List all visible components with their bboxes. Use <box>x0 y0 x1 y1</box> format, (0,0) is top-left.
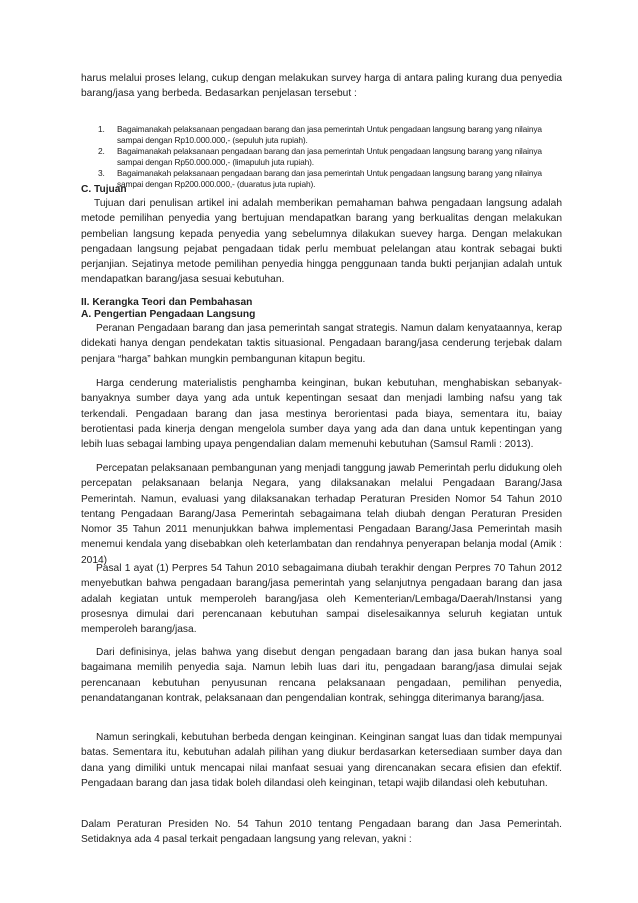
list-number: 3. <box>98 168 105 178</box>
paragraph-peranan: Peranan Pengadaan barang dan jasa pemerintah sangat strategis. Namun dalam kenyataannya, kerap didekati hanya dengan pendekatan taktis situasional. Pengadaan barang/jasa cenderung terjebak dalam penjara “harga” bahkan mungkin pembangunan kitapun begitu. <box>81 323 562 365</box>
paragraph-harga: Harga cenderung materialistis penghamba keinginan, bukan kebutuhan, menghabiskan sebanyak-banyaknya sumber daya yang ada untuk kepentingan sesaat dan menjadi lambing nafsu yang tak terkendali. Pengadaan barang dan jasa mestinya berorientasi pada biaya, sementara itu, baiay berotientasi pada kinerja dengan mengelola sumber daya yang ada dan dana untuk kepentingan yang lebih luas sebagai lambing upaya pengendalian dalam memenuhi kebutuhan (Samsul Ramli : 2013). <box>81 378 562 451</box>
intro-paragraph: harus melalui proses lelang, cukup dengan melakukan survey harga di antara paling kurang dua penyedia barang/jasa yang berbeda. Bedasarkan penjelasan tersebut : <box>81 73 562 100</box>
paragraph-pasal: Pasal 1 ayat (1) Perpres 54 Tahun 2010 sebagaimana diubah terakhir dengan Perpres 70 Tahun 2012 menyebutkan bahwa pengadaan barang/jasa pemerintah yang selanjutnya pengadaan barang dan jasa adalah kegiatan untuk memperoleh barang/jasa oleh Kementerian/Lembaga/Daerah/Instansi yang prosesnya dimulai dari perencanaan kebutuhan sampai diselesaikannya seluruh kegiatan untuk memperoleh barang/jasa. <box>81 563 562 636</box>
list-number: 1. <box>98 124 105 134</box>
section-c-paragraph: Tujuan dari penulisan artikel ini adalah memberikan pemahaman bahwa pengadaan langsung adalah metode pemilihan penyedia yang bertujuan mendapatkan barang yang berkualitas dengan melakukan pembelian langsung kepada penyedia yang sebelumnya dilakukan suevey harga. Dengan melakukan pengadaan langsung pejabat pengadaan tidak perlu membuat pelelangan atau kontrak sebagai bukti perjanjian. Sejatinya metode pemilihan penyedia hingga penggunaan tanda bukti perjanjian adalah untuk mendapatkan barang/jasa sesuai kebutuhan. <box>81 198 562 286</box>
list-item <box>81 146 562 168</box>
list-text: Bagaimanakah pelaksanaan pengadaan barang dan jasa pemerintah Untuk pengadaan langsung barang yang nilainya sampai dengan Rp10.000.000,- (sepuluh juta rupiah). <box>117 124 542 145</box>
section-ii-heading: II. Kerangka Teori dan Pembahasan <box>81 297 253 308</box>
question-list <box>81 124 562 190</box>
paragraph-percepatan: Percepatan pelaksanaan pembangunan yang menjadi tanggung jawab Pemerintah perlu didukung oleh percepatan pelaksanaan belanja Negara, yang dilaksanakan melalui Pengadaan Barang/Jasa Pemerintah. Namun, evaluasi yang dilaksanakan terhadap Peraturan Presiden Nomor 54 Tahun 2010 tentang Pengadaan Barang/Jasa Pemerintah sebagaimana telah diubah dengan Peraturan Presiden Nomor 35 Tahun 2011 menunjukkan bahwa implementasi Pengadaan Barang/Jasa Pemerintah masih menemui kendala yang disebabkan oleh keterlambatan dan rendahnya penyerapan belanja modal (Amik : 2014) <box>81 463 562 566</box>
paragraph-definisi: Dari definisinya, jelas bahwa yang disebut dengan pengadaan barang dan jasa bukan hanya soal bagaimana memilih penyedia saja. Namun lebih luas dari itu, pengadaan barang/jasa dimulai sejak perencanaan kebutuhan penyusunan rencana pelaksanaan pengadaan, pemilihan penyedia, penandatanganan kontrak, pelaksanaan dan pengendalian kontrak, sehingga diterimanya barang/jasa. <box>81 647 562 704</box>
list-item <box>81 124 562 146</box>
paragraph-kebutuhan: Namun seringkali, kebutuhan berbeda dengan keinginan. Keinginan sangat luas dan tidak mempunyai batas. Sementara itu, kebutuhan adalah pilihan yang diukur berdasarkan ketersediaan sumber daya dan dana yang dimiliki untuk mencapai nilai manfaat sesuai yang direncanakan secara efisien dan efektif. Pengadaan barang dan jasa tidak boleh dilandasi oleh keinginan, tetapi wajib dilandasi oleh kebutuhan. <box>81 732 562 789</box>
paragraph-peraturan: Dalam Peraturan Presiden No. 54 Tahun 2010 tentang Pengadaan barang dan Jasa Pemerintah. Setidaknya ada 4 pasal terkait pengadaan langsung yang relevan, yakni : <box>81 819 562 846</box>
list-number: 2. <box>98 146 105 156</box>
list-text: Bagaimanakah pelaksanaan pengadaan barang dan jasa pemerintah Untuk pengadaan langsung barang yang nilainya sampai dengan Rp200.000.000,- (duaratus juta rupiah). <box>117 168 542 189</box>
list-item <box>81 168 562 190</box>
section-c-heading: C. Tujuan <box>81 184 127 195</box>
section-a-subheading: A. Pengertian Pengadaan Langsung <box>81 309 256 320</box>
list-text: Bagaimanakah pelaksanaan pengadaan barang dan jasa pemerintah Untuk pengadaan langsung barang yang nilainya sampai dengan Rp50.000.000,- (limapuluh juta rupiah). <box>117 146 542 167</box>
